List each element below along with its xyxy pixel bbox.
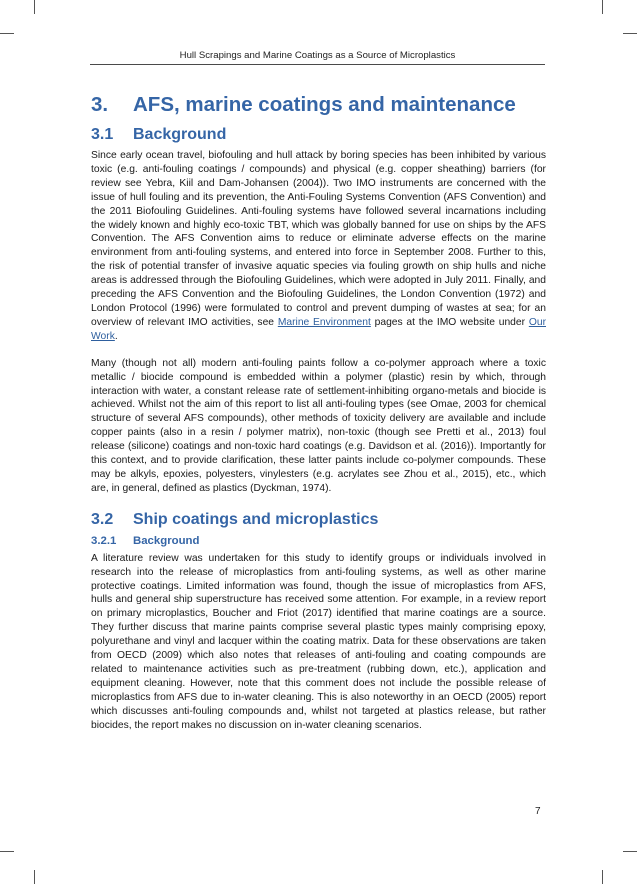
subsection-heading [91,510,546,530]
paragraph-text: . [114,330,118,342]
body-paragraph: A literature review was undertaken for this study to identify groups or individuals involved in research into the release of microplastics from anti-fouling systems, as well as other marine protective coatings. Limited information was found, though the issue of microplastics from AFS, hulls and general ship superstructure has received some attention. For example, in a review report on primary microplastics, Boucher and Friot (2017) identified that marine coatings are a source. They further discuss that marine paints comprise several plastic types mainly comprising epoxy, polyurethane and vinyl and lacquer within the coating matrix. Data for these observations are taken from OECD (2009) which also notes that releases of anti-fouling and coating compounds are related to maintenance activities such as pre-treatment (rubbing down, etc.), application and equipment cleaning. However, note that this comment does not include the possible release of microplastics from AFS due to in-water cleaning. This is also noteworthy in an OECD (2005) report which discusses anti-fouling compounds and, whilst not targeted at plastics release, but rather biocides, the report makes no discussion on in-water cleaning scenarios. [91,552,546,731]
crop-mark [34,870,35,884]
section-number: 3. [91,93,109,116]
crop-mark [0,851,14,852]
crop-mark [34,0,35,14]
crop-mark [623,851,637,852]
crop-mark [602,870,603,884]
section-title: AFS, marine coatings and maintenance [133,93,516,116]
body-paragraph: Many (though not all) modern anti-fouling paints follow a co-polymer approach where a toxic metallic / biocide compound is embedded within a polymer (plastic) resin by which, through interaction with water, a constant release rate of settlement-inhibiting organo-metals and biocide is achieved. Whilst not the aim of this report to list all anti-fouling types (see Omae, 2003 for chemical structure of several AFS compounds), other methods of toxicity delivery are available and include copper paints (also in a resin / polymer matrix), non-toxic (though see Pretti et al., 2013) foul release (silicone) coatings and non-toxic hard coatings (e.g. Davidson et al. (2016)). Importantly for this context, and to provide clarification, these latter paints include co-polymer compounds. These may be alkyls, epoxies, polyesters, vinylesters (e.g. acrylates see Zhou et al., 2015), etc., which are, in general, defined as plastics (Dyckman, 1974). [91,357,546,494]
subsection-number: 3.2 [91,510,114,528]
subsection-heading [91,125,546,145]
paragraph-text: Since early ocean travel, biofouling and hull attack by boring species has been inhibited by various toxic (e.g. anti-fouling coatings / compounds) and physical (e.g. copper sheathing) barriers (for review see Yebra, Kiil and Dam-Johansen (2004)). Two IMO instruments are concerned with the issue of hull fouling and its prevention, the Anti-Fouling Systems Convention (AFS Convention) and the 2011 Biofouling Guidelines. Anti-fouling systems have followed several incarnations including the widely known and highly eco-toxic TBT, which was globally banned for use on ships by the AFS Convention. The AFS Convention aims to reduce or eliminate adverse effects on the marine environment from anti-fouling systems, and entered into force in September 2008. Further to this, the risk of potential transfer of invasive aquatic species via fouling growth on ship hulls and niche areas is addressed through the Biofouling Guidelines, which were adopted in July 2011. Finally, and preceding the AFS Convention and the Biofouling Guidelines, the London Convention (1972) and London Protocol (1996) were formulated to control and prevent dumping of wastes at sea; for an overview of relevant IMO activities, see [91,150,546,328]
subsubsection-heading [91,534,546,549]
subsection-number: 3.1 [91,126,114,143]
page-number: 7 [535,806,541,817]
running-title: Hull Scrapings and Marine Coatings as a Source of Microplastics [179,50,456,61]
marine-environment-link[interactable]: Marine Environment [277,316,371,328]
section-heading [91,92,546,118]
paragraph-text: pages at the IMO website under [370,316,529,328]
crop-mark [602,0,603,14]
subsection-title: Ship coatings and microplastics [133,510,379,528]
running-header [90,50,545,65]
crop-mark [623,33,637,34]
subsubsection-title: Background [133,534,200,547]
crop-mark [0,33,14,34]
subsection-title: Background [133,126,227,143]
page-content [91,92,546,733]
our-work-link[interactable]: Our Work [91,316,546,342]
body-paragraph [91,149,546,344]
subsubsection-number: 3.2.1 [91,534,117,547]
